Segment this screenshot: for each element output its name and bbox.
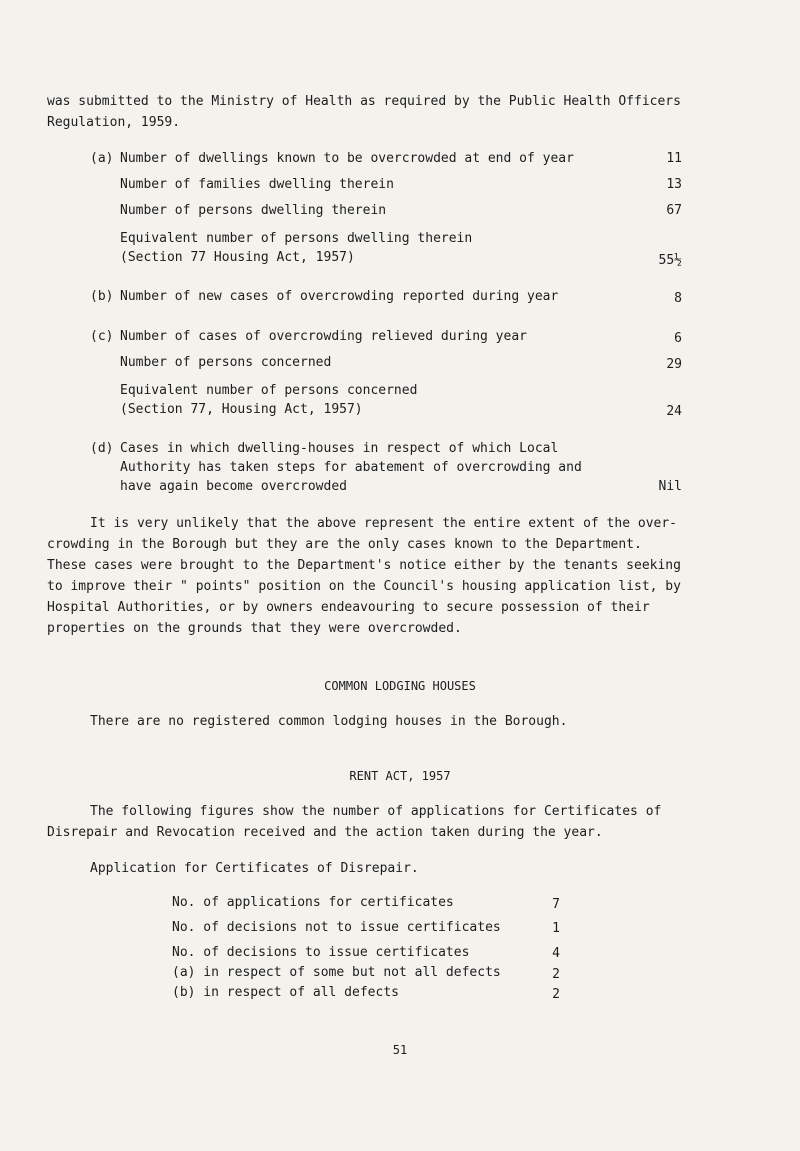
rent-line-2: Disrepair and Revocation received and the action taken during the year. xyxy=(47,825,603,840)
rent-item-value: 2 xyxy=(552,967,560,982)
intro-line-2: Regulation, 1959. xyxy=(47,115,181,130)
item-c-marker: (c) xyxy=(90,329,114,344)
item-b-value: 8 xyxy=(674,291,682,306)
item-a-persons-label: Number of persons dwelling therein xyxy=(120,203,387,218)
rent-item-value: 1 xyxy=(552,921,560,936)
item-b-label: Number of new cases of overcrowding reported during year xyxy=(120,289,559,304)
item-a-equiv-label-2: (Section 77 Housing Act, 1957) xyxy=(120,250,355,265)
rent-item-label: No. of decisions not to issue certificates xyxy=(172,920,501,935)
item-d-value: Nil xyxy=(658,479,682,494)
paragraph-line-6: properties on the grounds that they were overcrowded. xyxy=(47,621,462,636)
lodging-text: There are no registered common lodging houses in the Borough. xyxy=(90,714,568,729)
item-a-marker: (a) xyxy=(90,151,114,166)
item-a-known-value: 11 xyxy=(666,151,682,166)
page-number: 51 xyxy=(392,1043,408,1057)
item-a-families-label: Number of families dwelling therein xyxy=(120,177,394,192)
item-b-marker: (b) xyxy=(90,289,114,304)
item-c-equiv-label-1: Equivalent number of persons concerned xyxy=(120,383,418,398)
paragraph-line-5: Hospital Authorities, or by owners endeavouring to secure possession of their xyxy=(47,600,650,615)
rent-heading: RENT ACT, 1957 xyxy=(349,769,451,783)
item-a-known-label: Number of dwellings known to be overcrowded at end of year xyxy=(120,151,574,166)
rent-item-value: 4 xyxy=(552,946,560,961)
item-a-equiv-value: 55½ xyxy=(658,253,682,268)
item-a-persons-value: 67 xyxy=(666,203,682,218)
item-c-relieved-value: 6 xyxy=(674,331,682,346)
item-c-persons-value: 29 xyxy=(666,357,682,372)
rent-item-label: (b) in respect of all defects xyxy=(172,985,399,1000)
item-d-label-2: Authority has taken steps for abatement of overcrowding and xyxy=(120,460,582,475)
paragraph-line-4: to improve their " points" position on the Council's housing application list, by xyxy=(47,579,681,594)
item-c-equiv-value: 24 xyxy=(666,404,682,419)
rent-line-1: The following figures show the number of applications for Certificates of xyxy=(90,804,662,819)
lodging-heading: COMMON LODGING HOUSES xyxy=(324,679,476,693)
paragraph-line-1: It is very unlikely that the above represent the entire extent of the over- xyxy=(90,516,677,531)
rent-item-label: (a) in respect of some but not all defects xyxy=(172,965,501,980)
rent-item-label: No. of applications for certificates xyxy=(172,895,454,910)
rent-item-value: 2 xyxy=(552,987,560,1002)
item-a-families-value: 13 xyxy=(666,177,682,192)
item-a-equiv-label-1: Equivalent number of persons dwelling therein xyxy=(120,231,473,246)
rent-item-value: 7 xyxy=(552,897,560,912)
item-d-label-1: Cases in which dwelling-houses in respect of which Local xyxy=(120,441,559,456)
intro-line-1: was submitted to the Ministry of Health as required by the Public Health Officers xyxy=(47,94,681,109)
item-c-persons-label: Number of persons concerned xyxy=(120,355,332,370)
item-d-marker: (d) xyxy=(90,441,114,456)
item-c-equiv-label-2: (Section 77, Housing Act, 1957) xyxy=(120,402,363,417)
paragraph-line-3: These cases were brought to the Department's notice either by the tenants seeking xyxy=(47,558,681,573)
item-d-label-3: have again become overcrowded xyxy=(120,479,347,494)
paragraph-line-2: crowding in the Borough but they are the only cases known to the Department. xyxy=(47,537,642,552)
rent-item-label: No. of decisions to issue certificates xyxy=(172,945,470,960)
item-c-relieved-label: Number of cases of overcrowding relieved during year xyxy=(120,329,527,344)
rent-subheading: Application for Certificates of Disrepair. xyxy=(90,861,419,876)
